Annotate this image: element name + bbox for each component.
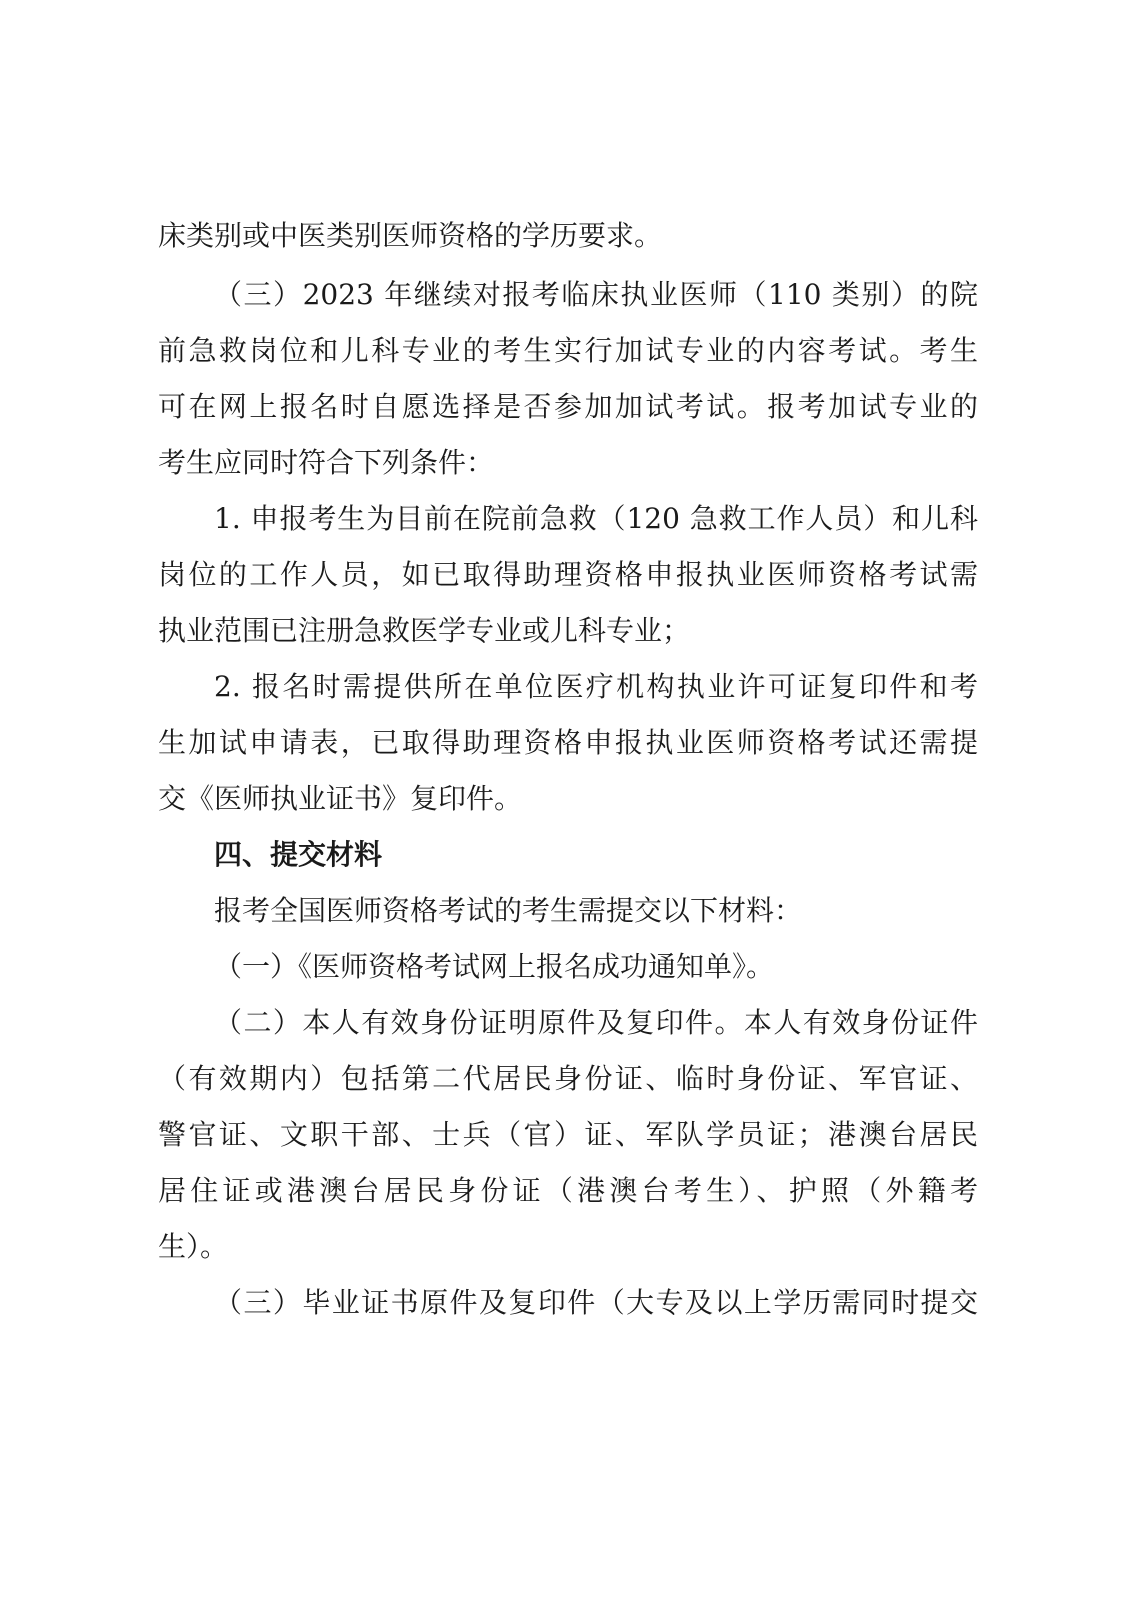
text-line: （三）毕业证书原件及复印件（大专及以上学历需同时提交: [214, 1286, 978, 1319]
text-line: 生加试申请表，已取得助理资格申报执业医师资格考试还需提: [158, 726, 978, 759]
text-line: 居住证或港澳台居民身份证（港澳台考生）、护照（外籍考: [158, 1174, 978, 1207]
text-line: 岗位的工作人员，如已取得助理资格申报执业医师资格考试需: [158, 558, 978, 591]
text-line: （一）《医师资格考试网上报名成功通知单》。: [214, 950, 775, 983]
text-line: 床类别或中医类别医师资格的学历要求。: [158, 219, 663, 252]
text-line: 交《医师执业证书》复印件。: [158, 782, 523, 815]
text-line: 警官证、文职干部、士兵（官）证、军队学员证；港澳台居民: [158, 1118, 978, 1151]
text-line: 可在网上报名时自愿选择是否参加加试考试。报考加试专业的: [158, 390, 978, 423]
text-line: 生）。: [158, 1230, 229, 1263]
text-line: （二）本人有效身份证明原件及复印件。本人有效身份证件: [214, 1006, 978, 1039]
text-line: 1. 申报考生为目前在院前急救（120 急救工作人员）和儿科: [214, 502, 978, 535]
text-line: 2. 报名时需提供所在单位医疗机构执业许可证复印件和考: [214, 670, 978, 703]
text-line: 执业范围已注册急救医学专业或儿科专业；: [158, 614, 691, 647]
section-heading: 四、提交材料: [214, 838, 383, 871]
text-line: 报考全国医师资格考试的考生需提交以下材料：: [214, 894, 803, 927]
text-line: （三）2023 年继续对报考临床执业医师（110 类别）的院: [214, 278, 978, 311]
text-line: 前急救岗位和儿科专业的考生实行加试专业的内容考试。考生: [158, 334, 978, 367]
text-line: （有效期内）包括第二代居民身份证、临时身份证、军官证、: [158, 1062, 978, 1095]
text-line: 考生应同时符合下列条件：: [158, 446, 495, 479]
